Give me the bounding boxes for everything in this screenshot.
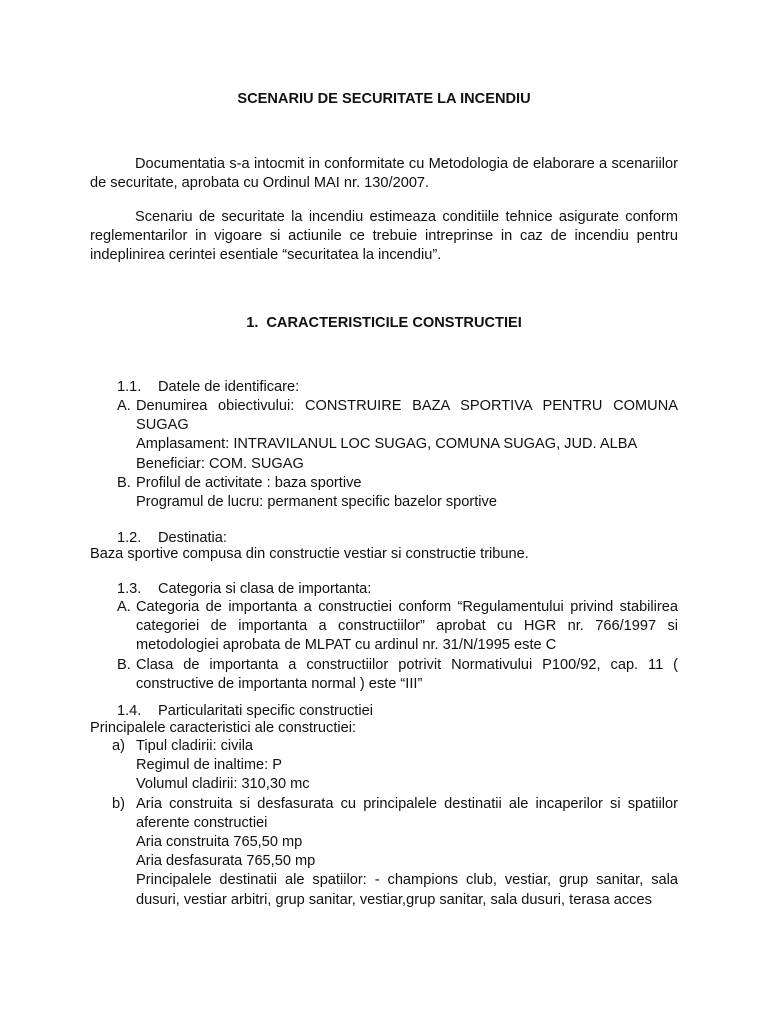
section-heading	[0, 314, 768, 333]
list-marker: B.	[117, 656, 131, 673]
subsection-heading	[117, 580, 371, 599]
list-line: Aria desfasurata 765,50 mp	[136, 853, 316, 870]
list-line: Volumul cladirii: 310,30 mc	[136, 776, 310, 793]
list-line: Clasa de importanta a constructiilor potrivit Normativului P100/92, cap. 11 (	[136, 656, 678, 673]
list-line: constructive de importanta normal ) este “III”	[136, 675, 423, 692]
subsection-number: 1.2.	[117, 530, 142, 546]
list-line: metodologiei aprobata de MLPAT cu ardinul nr. 31/N/1995 este C	[136, 637, 557, 654]
list-line: SUGAG	[136, 417, 189, 434]
list-item	[117, 598, 678, 656]
subsection-title: Particularitati specific constructiei	[158, 703, 373, 719]
identification-list	[117, 397, 678, 512]
characteristics-list	[112, 737, 678, 910]
subsection-number: 1.4.	[117, 703, 142, 719]
section-number: 1.	[246, 315, 259, 331]
document-title: SCENARIU DE SECURITATE LA INCENDIU	[237, 91, 531, 107]
list-line: Principalele destinatii ale spatiilor: - champions club, vestiar, grup sanitar, sala	[136, 872, 678, 889]
list-line: categoriei de importanta a constructiilor” aprobat cu HGR nr. 766/1997 si	[136, 618, 678, 635]
destination-text: Baza sportive compusa din constructie vestiar si constructie tribune.	[90, 546, 529, 562]
list-line: Aria construita si desfasurata cu principalele destinatii ale incaperilor si spatiilor	[136, 795, 678, 812]
list-marker: a)	[112, 738, 125, 754]
list-line: Tipul cladirii: civila	[136, 738, 254, 754]
intro-paragraph: Scenariu de securitate la incendiu estimeaza conditiile tehnice asigurate conform reglementarilor in vigoare si actiunile ce trebuie intreprinse in caz de incendiu pentru indeplinirea cerintei esentiale “securitatea la incendiu”.	[90, 209, 678, 264]
list-item	[117, 656, 678, 694]
list-item	[112, 737, 678, 795]
list-line: Programul de lucru: permanent specific bazelor sportive	[136, 494, 497, 511]
importance-list	[117, 598, 678, 694]
list-marker: B.	[117, 474, 131, 491]
list-line: Beneficiar: COM. SUGAG	[136, 455, 304, 472]
list-marker: A.	[117, 398, 131, 414]
list-line: Regimul de inaltime: P	[136, 757, 283, 774]
list-line: Profilul de activitate : baza sportive	[136, 474, 362, 491]
list-marker: A.	[117, 599, 131, 615]
characteristics-intro: Principalele caracteristici ale constructiei:	[90, 720, 357, 736]
subsection-title: Destinatia:	[158, 530, 227, 546]
list-line: Aria construita 765,50 mp	[136, 834, 303, 851]
subsection-title: Categoria si clasa de importanta:	[158, 581, 372, 597]
list-line: aferente constructiei	[136, 814, 268, 831]
subsection-number: 1.1.	[117, 379, 142, 395]
intro-paragraph: Documentatia s-a intocmit in conformitate cu Metodologia de elaborare a scenariilor de securitate, aprobata cu Ordinul MAI nr. 130/2007.	[90, 156, 678, 192]
list-item	[117, 474, 678, 512]
list-marker: b)	[112, 795, 125, 812]
section-title: CARACTERISTICILE CONSTRUCTIEI	[266, 315, 522, 331]
subsection-heading	[117, 378, 299, 397]
list-item	[112, 795, 678, 910]
subsection-number: 1.3.	[117, 581, 142, 597]
list-line: Denumirea obiectivului: CONSTRUIRE BAZA SPORTIVA PENTRU COMUNA	[136, 398, 678, 414]
list-line: dusuri, vestiar arbitri, grup sanitar, vestiar,grup sanitar, sala dusuri, terasa acces	[136, 891, 652, 908]
list-line: Amplasament: INTRAVILANUL LOC SUGAG, COMUNA SUGAG, JUD. ALBA	[136, 436, 638, 453]
list-item	[117, 397, 678, 474]
subsection-title: Datele de identificare:	[158, 379, 300, 395]
list-line: Categoria de importanta a constructiei conform “Regulamentului privind stabilirea	[136, 599, 678, 615]
